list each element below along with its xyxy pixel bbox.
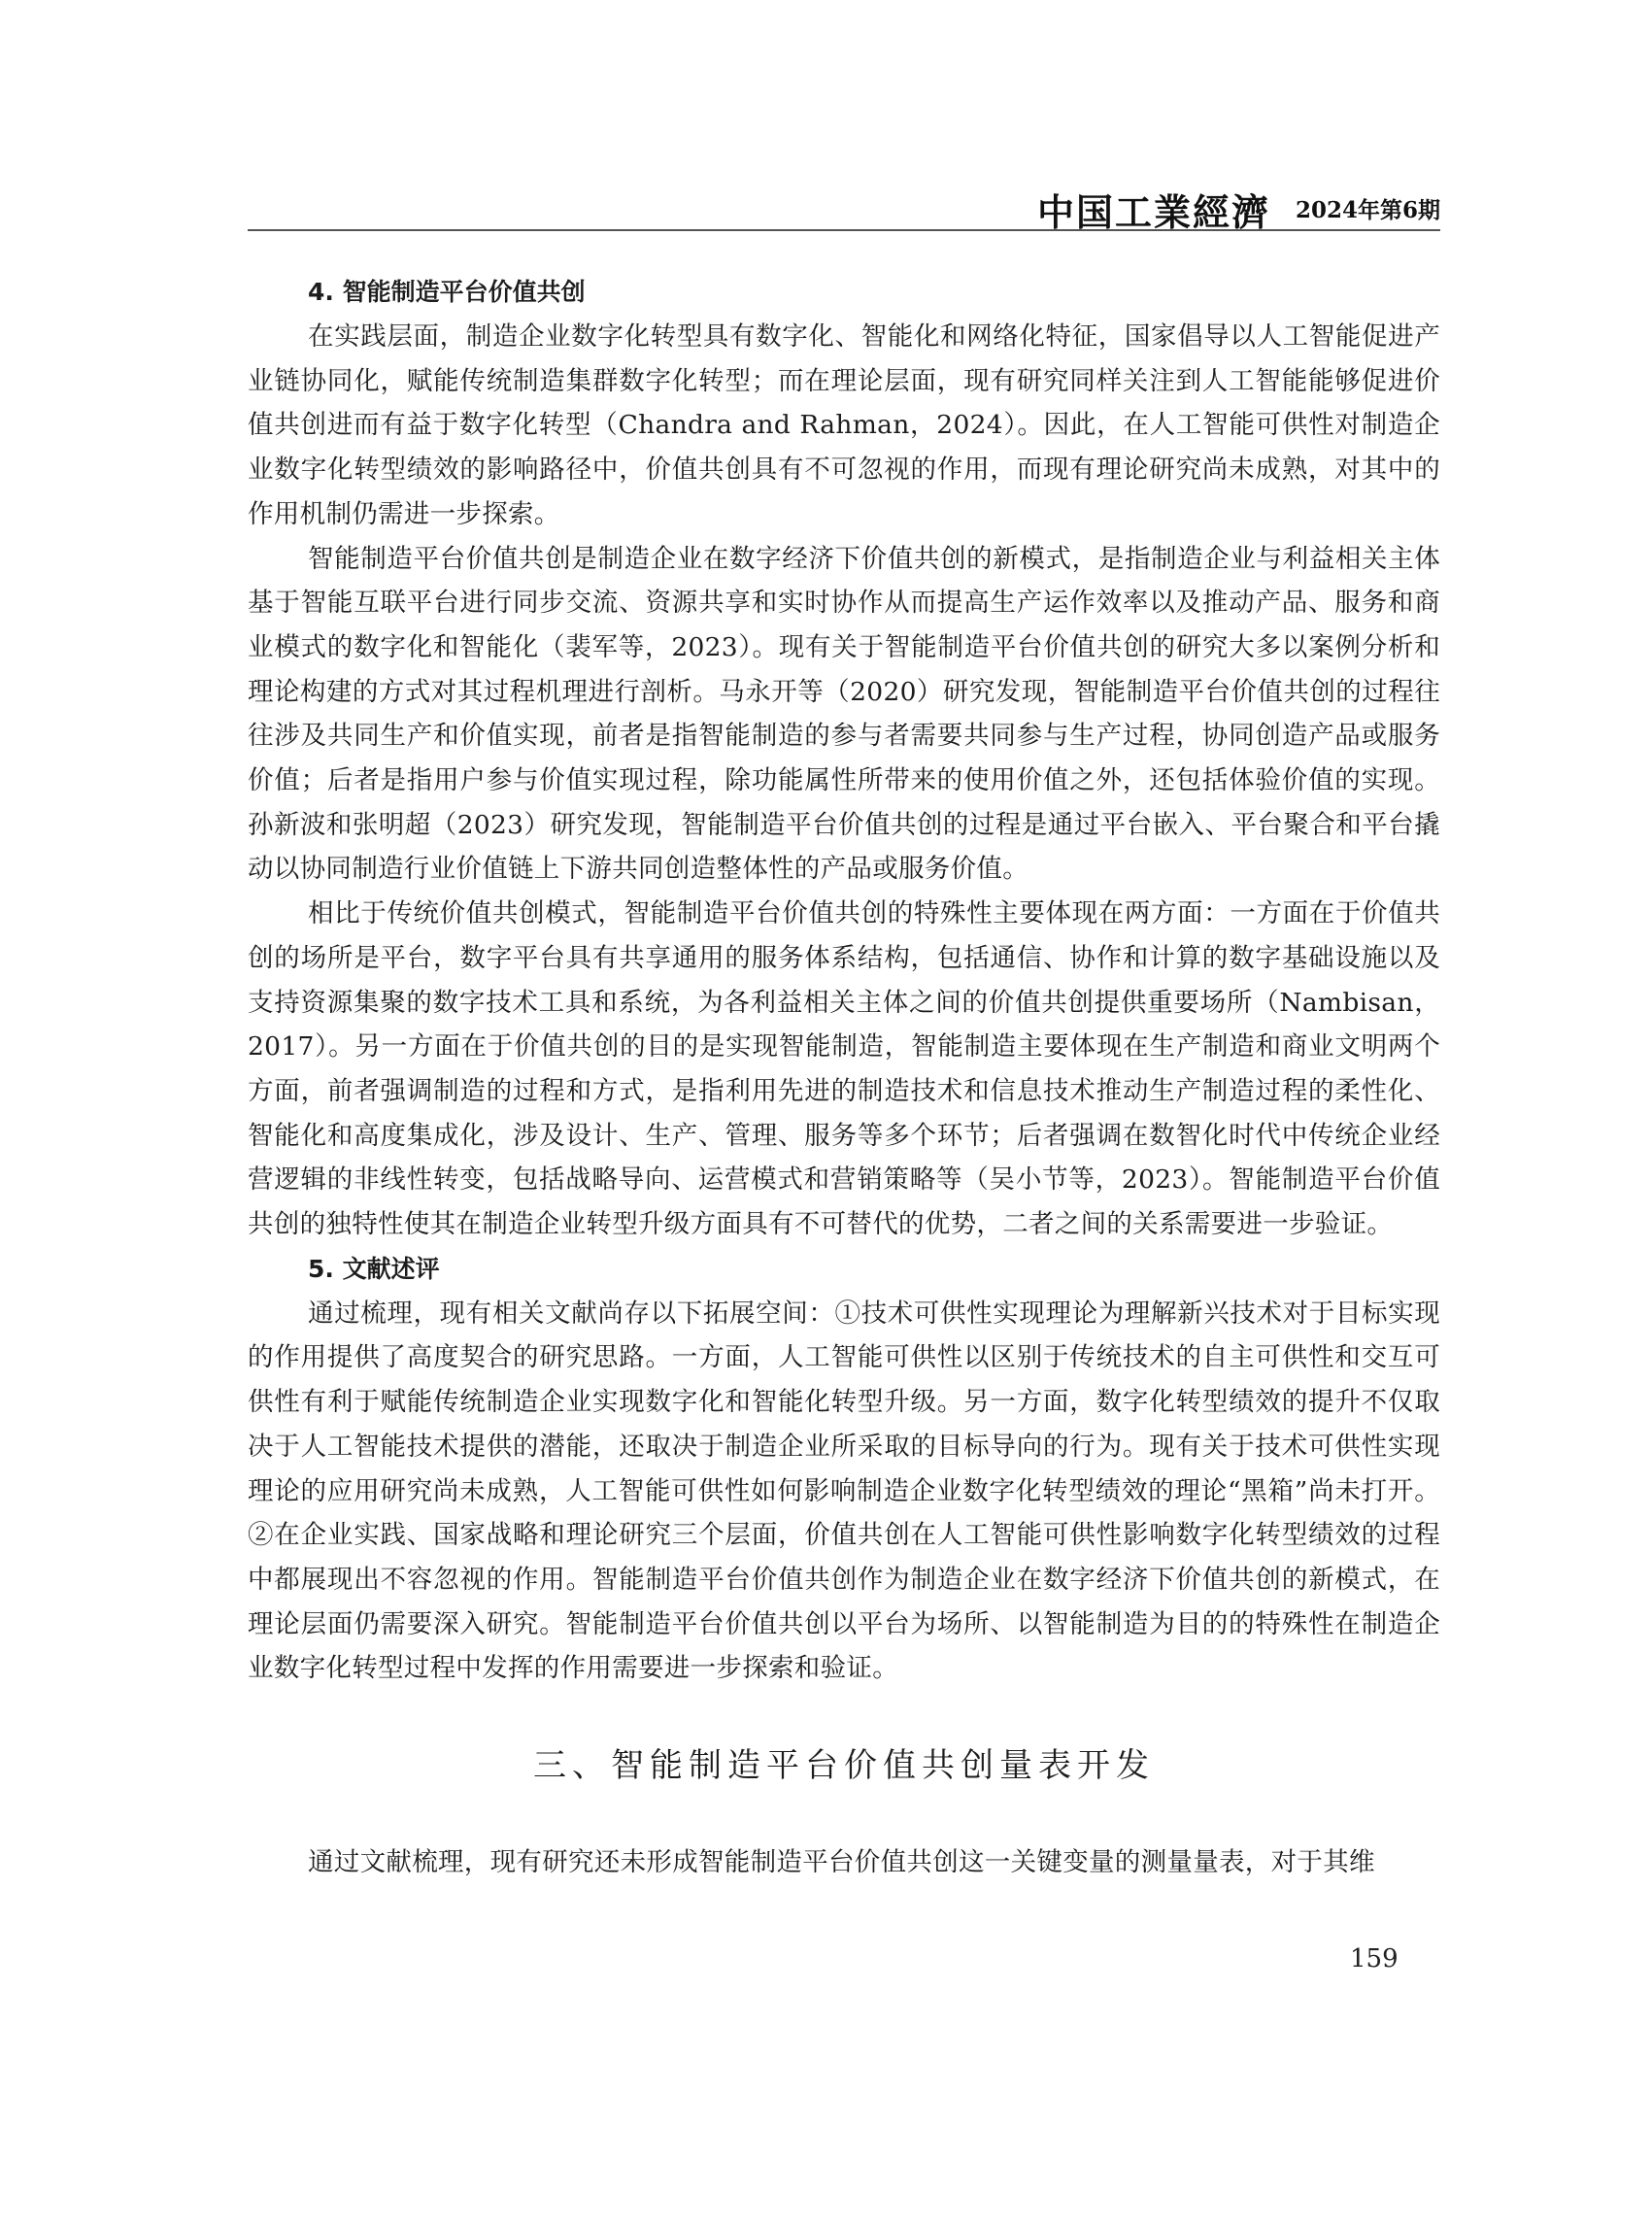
running-header — [248, 183, 1440, 234]
journal-logo: 中国工業經濟 — [1036, 190, 1270, 234]
paragraph: 智能制造平台价值共创是制造企业在数字经济下价值共创的新模式，是指制造企业与利益相关主体基于智能互联平台进行同步交流、资源共享和实时协作从而提高生产运作效率以及推动产品、服务和商业模式的数字化和智能化（裴军等，2023）。现有关于智能制造平台价值共创的研究大多以案例分析和理论构建的方式对其过程机理进行剖析。马永开等（2020）研究发现，智能制造平台价值共创的过程往往涉及共同生产和价值实现，前者是指智能制造的参与者需要共同参与生产过程，协同创造产品或服务价值；后者是指用户参与价值实现过程，除功能属性所带来的使用价值之外，还包括体验价值的实现。孙新波和张明超（2023）研究发现，智能制造平台价值共创的过程是通过平台嵌入、平台聚合和平台撬动以协同制造行业价值链上下游共同创造整体性的产品或服务价值。 — [248, 543, 1440, 885]
section-heading-3: 三、智能制造平台价值共创量表开发 — [533, 1746, 1155, 1786]
paragraph: 相比于传统价值共创模式，智能制造平台价值共创的特殊性主要体现在两方面：一方面在于价值共创的场所是平台，数字平台具有共享通用的服务体系结构，包括通信、协作和计算的数字基础设施以及支持资源集聚的数字技术工具和系统，为各利益相关主体之间的价值共创提供重要场所（Nambisan，2017）。另一方面在于价值共创的目的是实现智能制造，智能制造主要体现在生产制造和商业文明两个方面，前者强调制造的过程和方式，是指利用先进的制造技术和信息技术推动生产制造过程的柔性化、智能化和高度集成化，涉及设计、生产、管理、服务等多个环节；后者强调在数智化时代中传统企业经营逻辑的非线性转变，包括战略导向、运营模式和营销策略等（吴小节等，2023）。智能制造平台价值共创的独特性使其在制造企业转型升级方面具有不可替代的优势，二者之间的关系需要进一步验证。 — [248, 898, 1440, 1240]
paragraph: 通过梳理，现有相关文献尚存以下拓展空间：①技术可供性实现理论为理解新兴技术对于目标实现的作用提供了高度契合的研究思路。一方面，人工智能可供性以区别于传统技术的自主可供性和交互可供性有利于赋能传统制造企业实现数字化和智能化转型升级。另一方面，数字化转型绩效的提升不仅取决于人工智能技术提供的潜能，还取决于制造企业所采取的目标导向的行为。现有关于技术可供性实现理论的应用研究尚未成熟，人工智能可供性如何影响制造企业数字化转型绩效的理论“黑箱”尚未打开。②在企业实践、国家战略和理论研究三个层面，价值共创在人工智能可供性影响数字化转型绩效的过程中都展现出不容忽视的作用。智能制造平台价值共创作为制造企业在数字经济下价值共创的新模式，在理论层面仍需要深入研究。智能制造平台价值共创以平台为场所、以智能制造为目的的特殊性在制造企业数字化转型过程中发挥的作用需要进一步探索和验证。 — [248, 1298, 1440, 1684]
paragraph: 在实践层面，制造企业数字化转型具有数字化、智能化和网络化特征，国家倡导以人工智能促进产业链协同化，赋能传统制造集群数字化转型；而在理论层面，现有研究同样关注到人工智能能够促进价值共创进而有益于数字化转型（Chandra and Rahman，2024）。因此，在人工智能可供性对制造企业数字化转型绩效的影响路径中，价值共创具有不可忽视的作用，而现有理论研究尚未成熟，对其中的作用机制仍需进一步探索。 — [248, 321, 1440, 529]
subsection-title-4: 4. 智能制造平台价值共创 — [308, 278, 586, 306]
header-rule — [248, 229, 1440, 231]
paragraph: 通过文献梳理，现有研究还未形成智能制造平台价值共创这一关键变量的测量量表，对于其维 — [308, 1847, 1375, 1878]
page-number: 159 — [1350, 1944, 1399, 1973]
journal-issue: 2024年第6期 — [1295, 197, 1440, 223]
subsection-title-5: 5. 文献述评 — [308, 1254, 440, 1283]
article-body — [248, 270, 1440, 1885]
